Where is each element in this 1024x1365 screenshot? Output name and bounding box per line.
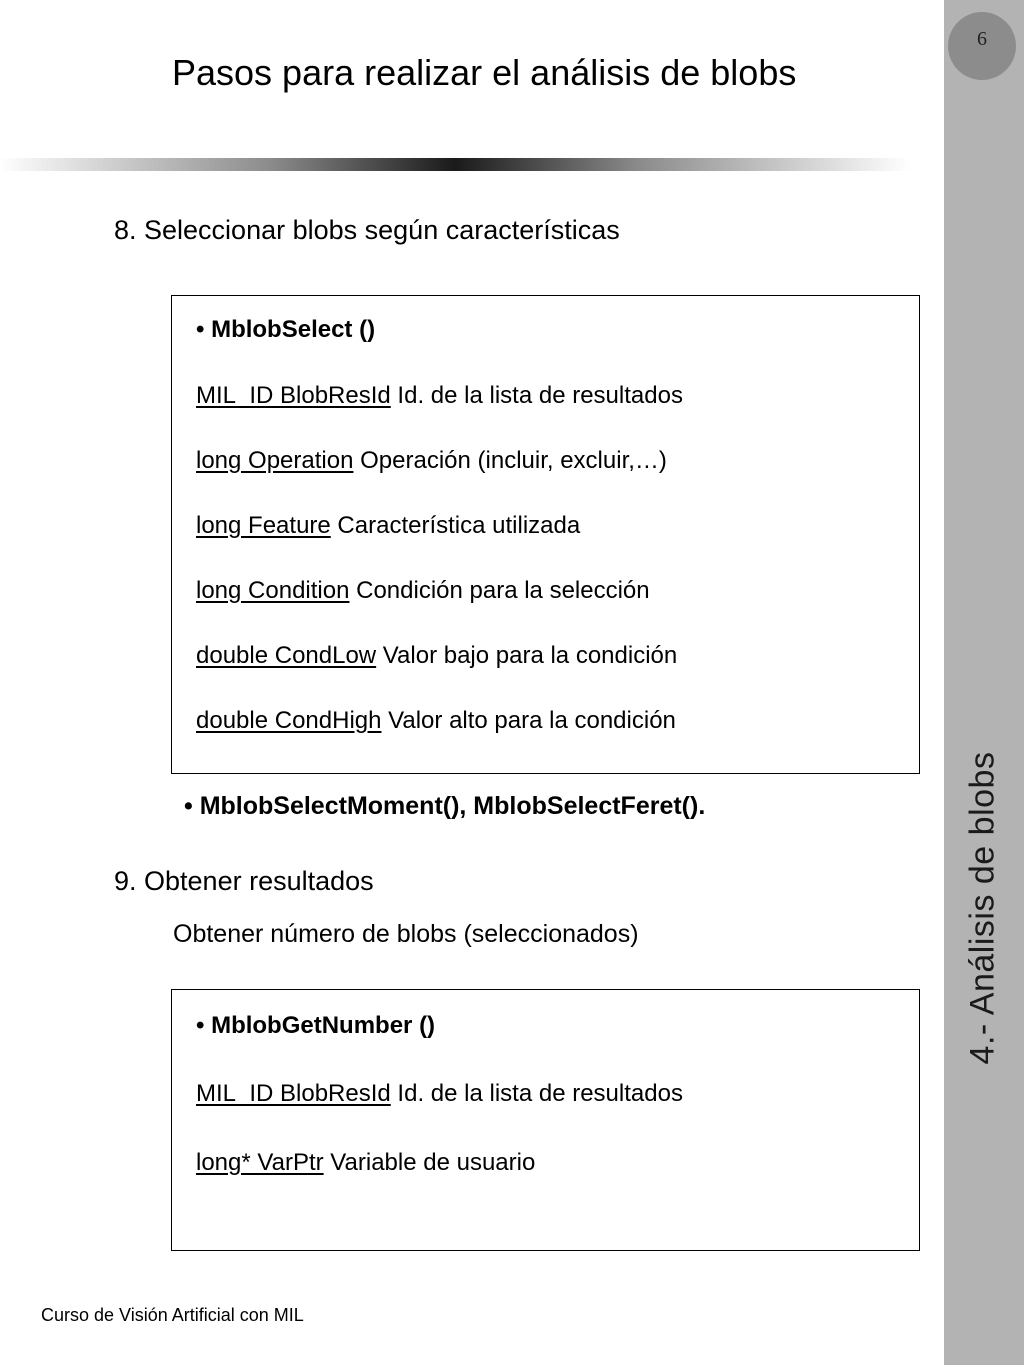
param-desc: Valor bajo para la condición <box>376 642 678 669</box>
param-desc: Valor alto para la condición <box>381 707 676 734</box>
related-functions: • MblobSelectMoment(), MblobSelectFeret(). <box>184 792 706 820</box>
mblobgetnumber-box <box>171 989 920 1251</box>
param-desc: Variable de usuario <box>323 1149 536 1176</box>
step-8-heading: 8. Seleccionar blobs según características <box>114 215 620 245</box>
page-number-badge <box>948 12 1016 80</box>
param-line <box>196 642 677 670</box>
param-name: MIL_ID BlobResId <box>196 1080 391 1107</box>
mblobselect-box <box>171 295 920 774</box>
function-name: • MblobGetNumber () <box>196 1012 436 1039</box>
param-name: double CondLow <box>196 642 377 669</box>
param-line <box>196 707 676 735</box>
param-desc: Condición para la selección <box>349 577 650 604</box>
function-name: • MblobSelect () <box>196 316 376 343</box>
page-number: 6 <box>977 28 987 50</box>
param-desc: Operación (incluir, excluir,…) <box>353 447 667 474</box>
param-name: long Operation <box>196 447 354 474</box>
param-name: MIL_ID BlobResId <box>196 382 391 409</box>
param-line <box>196 1149 535 1177</box>
footer-text: Curso de Visión Artificial con MIL <box>41 1305 304 1325</box>
param-line <box>196 1080 683 1108</box>
title-divider <box>0 158 910 171</box>
param-desc: Id. de la lista de resultados <box>390 1080 683 1107</box>
param-name: double CondHigh <box>196 707 382 734</box>
param-desc: Característica utilizada <box>330 512 581 539</box>
sidebar-band <box>944 0 1024 1365</box>
section-label: 4.- Análisis de blobs <box>963 751 1002 1065</box>
param-name: long Condition <box>196 577 350 604</box>
step-9-subtext: Obtener número de blobs (seleccionados) <box>173 920 639 948</box>
param-name: long Feature <box>196 512 331 539</box>
param-line <box>196 577 650 605</box>
param-desc: Id. de la lista de resultados <box>390 382 683 409</box>
param-line <box>196 512 580 540</box>
step-9-heading: 9. Obtener resultados <box>114 866 374 896</box>
param-name: long* VarPtr <box>196 1149 324 1176</box>
param-line <box>196 382 683 410</box>
slide-title: Pasos para realizar el análisis de blobs <box>172 52 797 93</box>
param-line <box>196 447 667 475</box>
